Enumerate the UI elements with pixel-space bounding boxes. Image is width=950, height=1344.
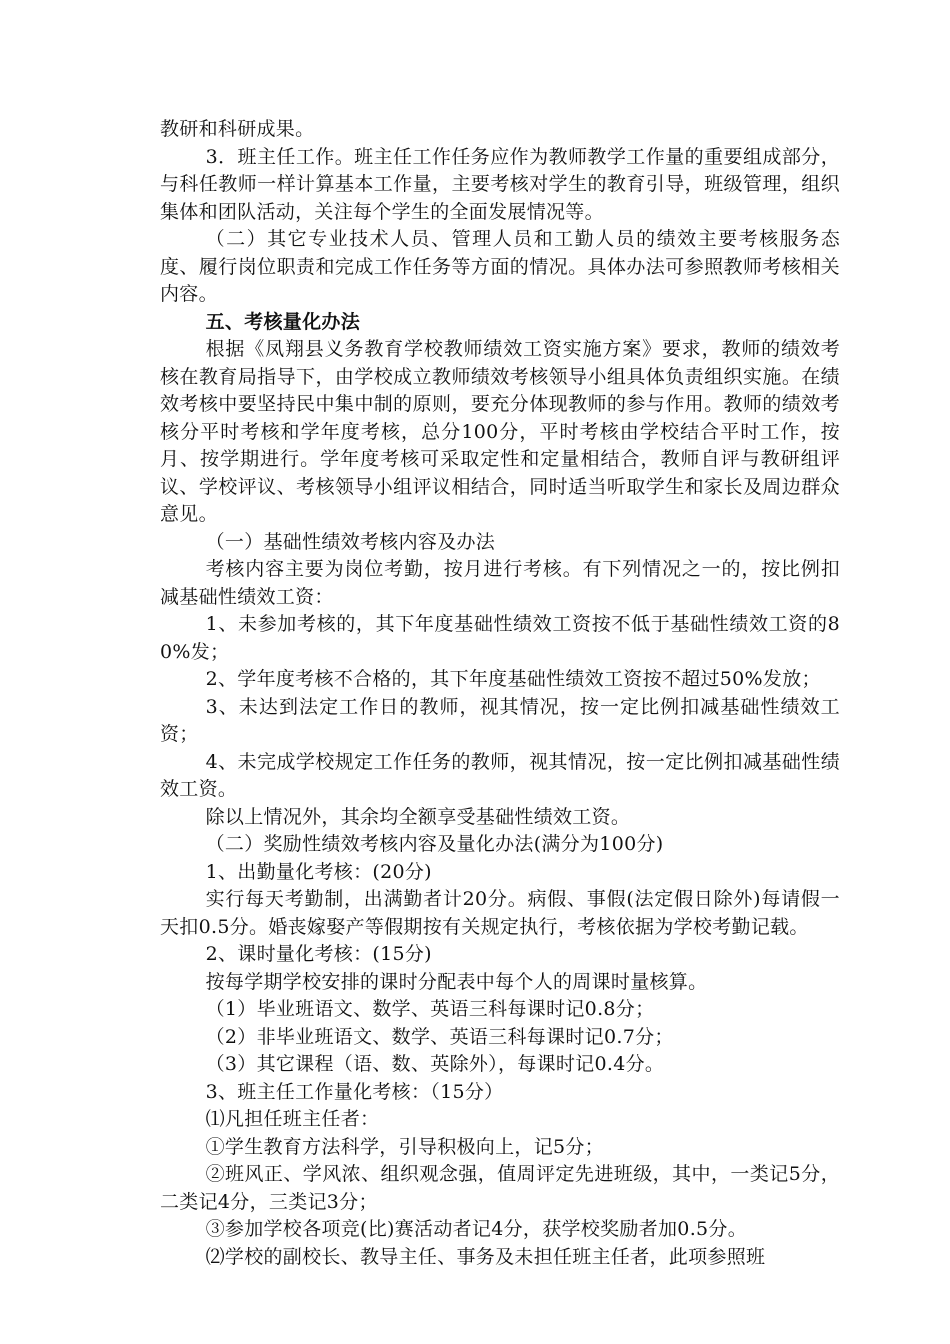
item-heading: 3、班主任工作量化考核：（15分）: [205, 1080, 504, 1103]
paragraph: （二）其它专业技术人员、管理人员和工勤人员的绩效主要考核服务态度、履行岗位职责和完成工作任务等方面的情况。具体办法可参照教师考核相关内容。: [160, 228, 840, 305]
list-item: （1）毕业班语文、数学、英语三科每课时记0.8分；: [205, 998, 655, 1020]
paragraph: ⑴凡担任班主任者：: [205, 1108, 380, 1130]
list-item: 2、学年度考核不合格的，其下年度基础性绩效工资按不超过50%发放；: [205, 668, 821, 690]
paragraph: 教研和科研成果。: [160, 118, 315, 140]
document-page: [160, 116, 840, 1271]
paragraph: 除以上情况外，其余均全额享受基础性绩效工资。: [205, 805, 631, 828]
list-item: 4、未完成学校规定工作任务的教师，视其情况，按一定比例扣减基础性绩效工资。: [160, 750, 840, 800]
list-item: ③参加学校各项竞(比)赛活动者记4分，获学校奖励者加0.5分。: [205, 1218, 748, 1240]
subsection-heading: （一）基础性绩效考核内容及办法: [205, 530, 496, 553]
list-item: ①学生教育方法科学，引导积极向上，记5分；: [205, 1135, 604, 1158]
item-heading: 2、课时量化考核：(15分): [205, 943, 432, 965]
item-heading: 1、出勤量化考核：(20分): [205, 860, 432, 883]
paragraph: 实行每天考勤制，出满勤者计20分。病假、事假(法定假日除外)每请假一天扣0.5分。婚丧嫁娶产等假期按有关规定执行，考核依据为学校考勤记载。: [160, 888, 840, 938]
section-heading: 五、考核量化办法: [205, 310, 360, 333]
paragraph: 3．班主任工作。班主任工作任务应作为教师教学工作量的重要组成部分，与科任教师一样计算基本工作量，主要考核对学生的教育引导，班级管理，组织集体和团队活动，关注每个学生的全面发展情况等。: [160, 145, 840, 223]
paragraph: 根据《凤翔县义务教育学校教师绩效工资实施方案》要求，教师的绩效考核在教育局指导下，由学校成立教师绩效考核领导小组具体负责组织实施。在绩效考核中要坚持民中集中制的原则，要充分体现教师的参与作用。教师的绩效考核分平时考核和学年度考核，总分100分，平时考核由学校结合平时工作，按月、按学期进行。学年度考核可采取定性和定量相结合，教师自评与教研组评议、学校评议、考核领导小组评议相结合，同时适当听取学生和家长及周边群众意见。: [160, 338, 840, 525]
list-item: 1、未参加考核的，其下年度基础性绩效工资按不低于基础性绩效工资的80%发；: [160, 613, 840, 663]
paragraph: 按每学期学校安排的课时分配表中每个人的周课时量核算。: [205, 970, 708, 993]
list-item: （2）非毕业班语文、数学、英语三科每课时记0.7分；: [205, 1025, 674, 1048]
subsection-heading: （二）奖励性绩效考核内容及量化办法(满分为100分): [205, 833, 664, 855]
list-item: （3）其它课程（语、数、英除外），每课时记0.4分。: [205, 1053, 665, 1075]
list-item: ②班风正、学风浓、组织观念强，值周评定先进班级，其中，一类记5分，二类记4分，三类记3分；: [160, 1163, 840, 1213]
paragraph: ⑵学校的副校长、教导主任、事务及未担任班主任者，此项参照班: [205, 1245, 766, 1268]
paragraph: 考核内容主要为岗位考勤，按月进行考核。有下列情况之一的，按比例扣减基础性绩效工资：: [160, 558, 840, 608]
list-item: 3、未达到法定工作日的教师，视其情况，按一定比例扣减基础性绩效工资；: [160, 695, 840, 745]
